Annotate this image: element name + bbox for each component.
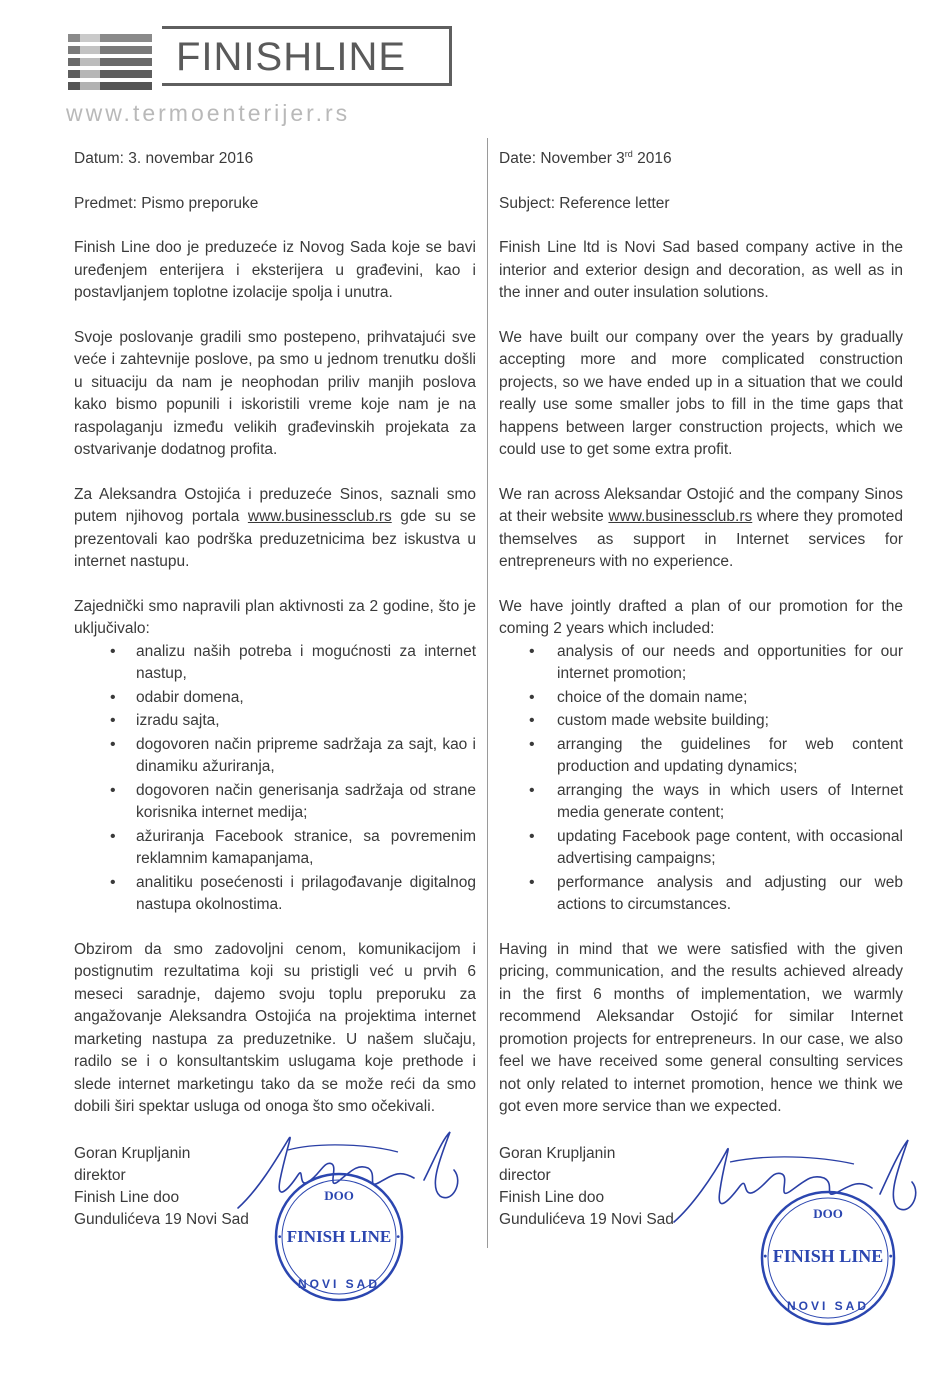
list-item: • analitiku posećenosti i prilagođavanje digitalnog nastupa okolnostima.: [74, 872, 476, 917]
svg-text:DOO: DOO: [813, 1206, 843, 1221]
serbian-column: [74, 148, 476, 1231]
signer-company: Finish Line doo: [74, 1188, 180, 1206]
subject-line: Predmet: Pismo preporuke: [74, 194, 259, 212]
businessclub-link[interactable]: www.businessclub.rs: [247, 508, 392, 525]
subject-line: Subject: Reference letter: [499, 194, 670, 212]
logo-wordmark: FINISHLINE: [162, 26, 452, 86]
paragraph-recommendation: Having in mind that we were satisfied with the given pricing, communication, and the results achieved already in the first 6 months of implementation, we warmly recommend Aleksandar Ostojić for similar Internet promotion projects for entrepreneurs. In our case, we also feel we have received some general consulting services not only related to internet promotion, hence we think we got even more service than we expected.: [499, 940, 903, 1115]
plan-intro: We have jointly drafted a plan of our promotion for the coming 2 years which included:: [499, 597, 903, 637]
list-item: • odabir domena,: [74, 687, 476, 710]
signer-title: direktor: [74, 1166, 126, 1184]
company-stamp-right: [758, 1188, 898, 1328]
list-item: • custom made website building;: [499, 710, 903, 733]
plan-list: [74, 641, 476, 917]
svg-text:NOVI SAD: NOVI SAD: [786, 1299, 870, 1313]
list-item: • performance analysis and adjusting our web actions to circumstances.: [499, 872, 903, 917]
svg-text:· FINISH LINE ·: · FINISH LINE ·: [276, 1227, 402, 1246]
list-item: • ažuriranja Facebook stranice, sa povremenim reklamnim kamapanjama,: [74, 826, 476, 871]
paragraph-business: We have built our company over the years by gradually accepting more and more complicated construction projects, so we have ended up in a situation that we could really use some smaller jobs to fill in the time gaps that happens between larger construction projects, which we could use to get some extra profit.: [499, 328, 903, 458]
list-item: • izradu sajta,: [74, 710, 476, 733]
plan-list: [499, 641, 903, 917]
english-column: [499, 148, 903, 1231]
company-website: www.termoenterijer.rs: [66, 100, 351, 126]
signer-company: Finish Line doo: [499, 1188, 605, 1206]
signer-address: Gundulićeva 19 Novi Sad: [74, 1210, 249, 1228]
svg-text:DOO: DOO: [324, 1188, 354, 1203]
logo-mark-icon: [66, 28, 156, 96]
list-item: • dogovoren način generisanja sadržaja od strane korisnika internet medija;: [74, 780, 476, 825]
paragraph-company: Finish Line doo je preduzeće iz Novog Sada koje se bavi uređenjem enterijera i eksterijera u građevini, kao i postavljanjem toplotne izolacije spolja i unutra.: [74, 239, 476, 301]
list-item: • analizu naših potreba i mogućnosti za internet nastup,: [74, 641, 476, 686]
signer-name: Goran Krupljanin: [74, 1144, 191, 1162]
signer-address: Gundulićeva 19 Novi Sad: [499, 1210, 674, 1228]
date-line: Date: November 3rd 2016: [499, 148, 672, 167]
paragraph-discovery: Za Aleksandra Ostojića i preduzeće Sinos, saznali smo putem njihovog portala www.businessclub.rs gde su se prezentovali kao podrška preduzetnicima bez iskustva u internet nastupu.: [74, 485, 476, 570]
list-item: • updating Facebook page content, with occasional advertising campaigns;: [499, 826, 903, 871]
svg-text:NOVI SAD: NOVI SAD: [297, 1277, 381, 1291]
column-divider: [487, 138, 488, 1248]
signer-title: director: [499, 1166, 551, 1184]
signer-name: Goran Krupljanin: [499, 1144, 616, 1162]
list-item: • dogovoren način pripreme sadržaja za sajt, kao i dinamiku ažuriranja,: [74, 734, 476, 779]
paragraph-discovery: We ran across Aleksandar Ostojić and the company Sinos at their website www.businessclub.rs where they promoted themselves as support in Internet services for entrepreneurs with no experience.: [499, 485, 903, 570]
company-stamp-left: [272, 1170, 406, 1304]
list-item: • arranging the ways in which users of Internet media generate content;: [499, 780, 903, 825]
paragraph-business: Svoje poslovanje gradili smo postepeno, prihvatajući sve veće i zahtevnije poslove, pa smo u jednom trenutku došli u situaciju da nam je neophodan priliv manjih poslova kako bismo popunili i iskoristili vreme koje nam je na raspolaganju između velikih građevinskih projekata za ostvarivanje dodatnog profita.: [74, 328, 476, 458]
svg-text:· FINISH LINE ·: · FINISH LINE ·: [762, 1246, 894, 1266]
paragraph-recommendation: Obzirom da smo zadovoljni cenom, komunikacijom i postignutim rezultatima koji su pristigli već u prvih 6 meseci saradnje, dajemo svoju toplu preporuku za angažovanje Aleksandra Ostojića na projektima internet marketing nastupa za preduzetnike. U našem slučaju, radilo se i o konsultantskim uslugama koje prethode i slede internet marketingu tako da se može reći da smo dobili širi spektar usluga od onoga što smo očekivali.: [74, 940, 476, 1115]
date-line: Datum: 3. novembar 2016: [74, 150, 254, 167]
businessclub-link[interactable]: www.businessclub.rs: [608, 508, 753, 525]
list-item: • arranging the guidelines for web content production and updating dynamics;: [499, 734, 903, 779]
plan-intro: Zajednički smo napravili plan aktivnosti za 2 godine, što je uključivalo:: [74, 597, 476, 637]
paragraph-company: Finish Line ltd is Novi Sad based company active in the interior and exterior design and decoration, as well as in the inner and outer insulation solutions.: [499, 239, 903, 301]
list-item: • choice of the domain name;: [499, 687, 903, 710]
list-item: • analysis of our needs and opportunities for our internet promotion;: [499, 641, 903, 686]
company-logo: [66, 22, 406, 132]
